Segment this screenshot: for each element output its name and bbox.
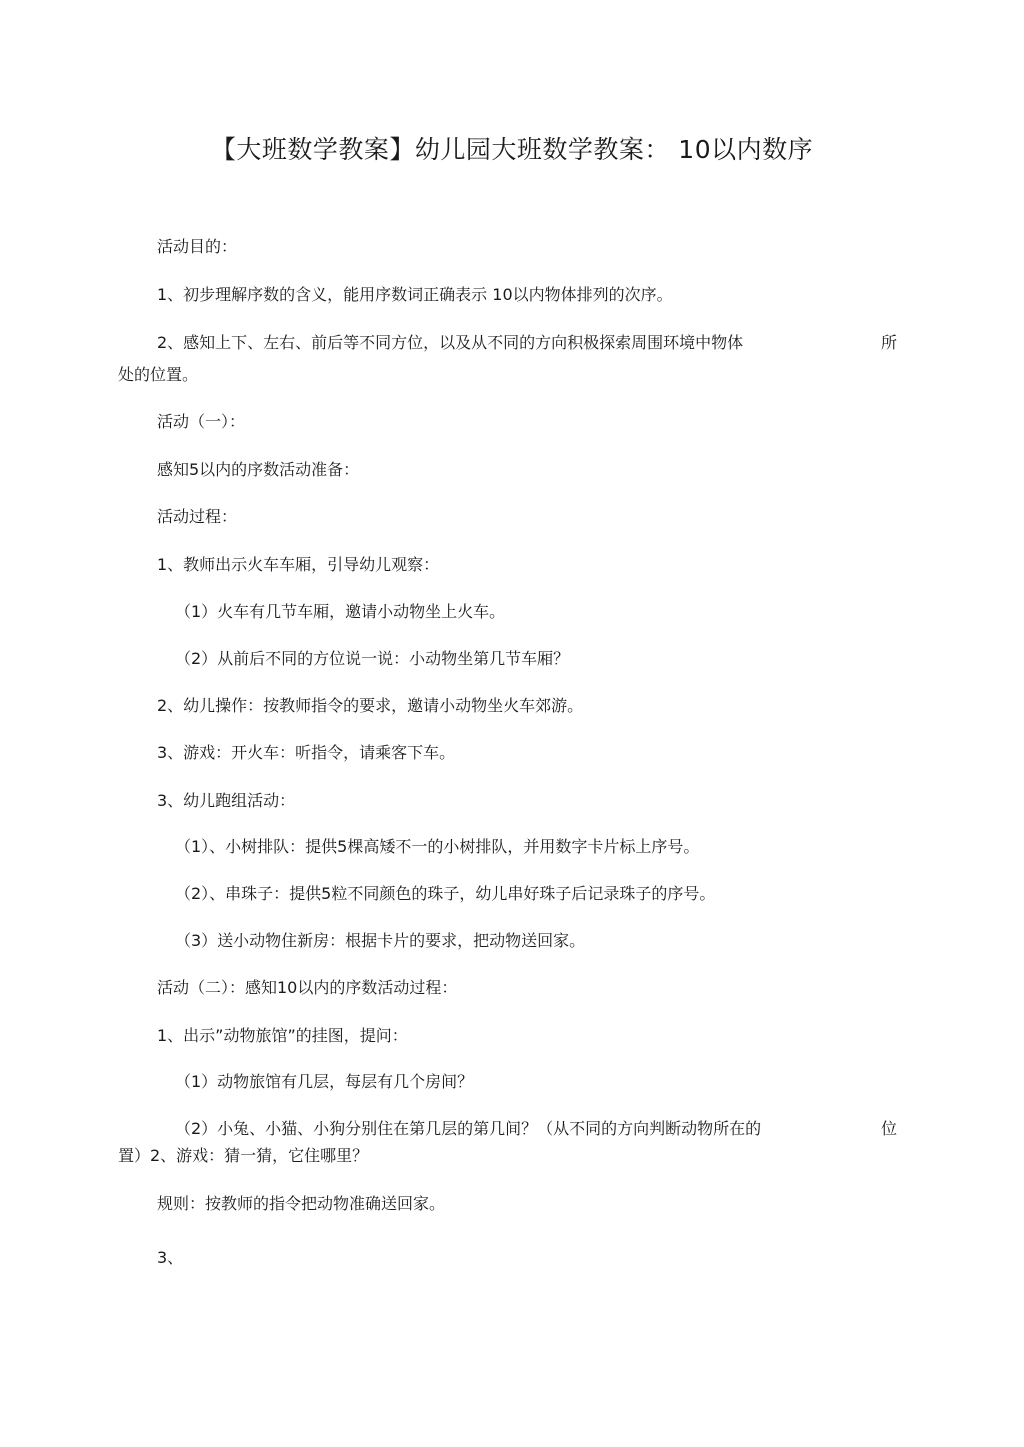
list-item: （1）动物旅馆有几层，每层有几个房间？ xyxy=(175,1072,474,1091)
paragraph-line: 2、幼儿操作：按教师指令的要求，邀请小动物坐火车郊游。 xyxy=(157,696,584,715)
list-item: （2）从前后不同的方位说一说：小动物坐第几节车厢？ xyxy=(175,649,570,668)
paragraph-line: 3、幼儿跑组活动： xyxy=(157,791,296,810)
section-heading-activity-2: 活动（二）：感知10以内的序数活动过程： xyxy=(157,978,458,997)
list-item: （2）、串珠子：提供5粒不同颜色的珠子，幼儿串好珠子后记录珠子的序号。 xyxy=(175,884,716,903)
paragraph-line: 置）2、游戏：猜一猜，它住哪里？ xyxy=(118,1146,369,1165)
paragraph-line: 活动过程： xyxy=(157,507,238,526)
document-title: 【大班数学教案】幼儿园大班数学教案： 10以内数序 xyxy=(210,135,814,164)
paragraph-line: 1、教师出示火车车厢，引导幼儿观察： xyxy=(157,555,440,574)
paragraph-line: 1、出示”动物旅馆”的挂图，提问： xyxy=(157,1026,408,1045)
paragraph-line: 1、初步理解序数的含义，能用序数词正确表示 10以内物体排列的次序。 xyxy=(157,285,673,304)
paragraph-line: 感知5以内的序数活动准备： xyxy=(157,460,360,479)
section-heading-goal: 活动目的： xyxy=(157,237,238,256)
paragraph-line: 2、感知上下、左右、前后等不同方位，以及从不同的方向积极探索周围环境中物体 xyxy=(157,333,744,352)
paragraph-line-tail: 所 xyxy=(881,333,898,352)
paragraph-line: 3、游戏：开火车：听指令，请乘客下车。 xyxy=(157,743,456,762)
list-item: （1）火车有几节车厢，邀请小动物坐上火车。 xyxy=(175,602,506,621)
paragraph-line: 处的位置。 xyxy=(118,365,199,384)
paragraph-line: 3、 xyxy=(157,1248,184,1267)
list-item: （3）送小动物住新房：根据卡片的要求，把动物送回家。 xyxy=(175,931,586,950)
paragraph-line-tail: 位 xyxy=(881,1119,898,1138)
section-heading-activity-1: 活动（一）： xyxy=(157,412,246,431)
list-item: （1）、小树排队：提供5棵高矮不一的小树排队，并用数字卡片标上序号。 xyxy=(175,837,700,856)
paragraph-line: 规则：按教师的指令把动物准确送回家。 xyxy=(157,1194,446,1213)
list-item: （2）小兔、小猫、小狗分别住在第几层的第几间？（从不同的方向判断动物所在的 xyxy=(175,1119,762,1138)
